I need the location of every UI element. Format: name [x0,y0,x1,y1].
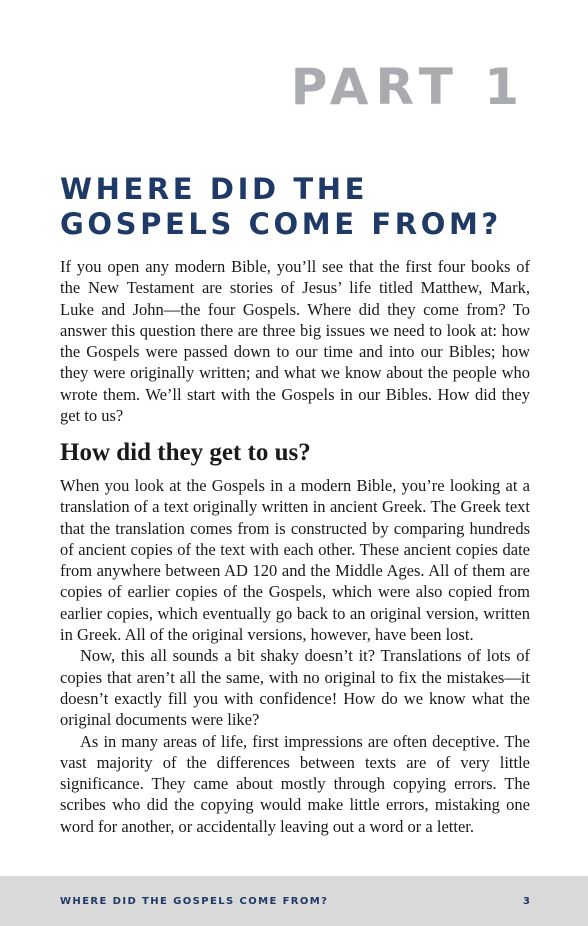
body-paragraph: As in many areas of life, first impressions are often deceptive. The vast majority of the differences between texts are of very little significance. They came about mostly through copying errors. The scribes who did the copying would make little errors, mistaking one word for another, or accidentally leaving out a word or a letter. [60,731,530,836]
section-body [60,475,530,837]
intro-paragraph: If you open any modern Bible, you’ll see that the first four books of the New Testament are stories of Jesus’ life titled Matthew, Mark, Luke and John—the four Gospels. Where did they come from? To answer this question there are three big issues we need to look at: how the Gospels were passed down to our time and into our Bibles; how they were originally written; and what we know about the people who wrote them. We’ll start with the Gospels in our Bibles. How did they get to us? [60,257,530,426]
part-label: PART 1 [290,58,526,116]
page-footer [0,876,588,926]
section-heading: How did they get to us? [60,439,311,466]
body-paragraph: When you look at the Gospels in a modern Bible, you’re looking at a translation of a text originally written in ancient Greek. The Greek text that the translation comes from is constructed by comparing hundreds of ancient copies of the text with each other. These ancient copies date from anywhere between AD 120 and the Middle Ages. All of them are copies of earlier copies of the Gospels, which were also copied from earlier copies, which eventually go back to an original version, written in Greek. All of the original versions, however, have been lost. [60,476,530,645]
chapter-title: WHERE DID THE GOSPELS COME FROM? [60,172,502,241]
body-paragraph: Now, this all sounds a bit shaky doesn’t it? Translations of lots of copies that aren’t all the same, with no original to fix the mistakes—it doesn’t exactly fill you with confidence! How do we know what the original documents were like? [60,646,530,730]
page-number: 3 [523,896,530,907]
running-title: WHERE DID THE GOSPELS COME FROM? [60,896,329,907]
